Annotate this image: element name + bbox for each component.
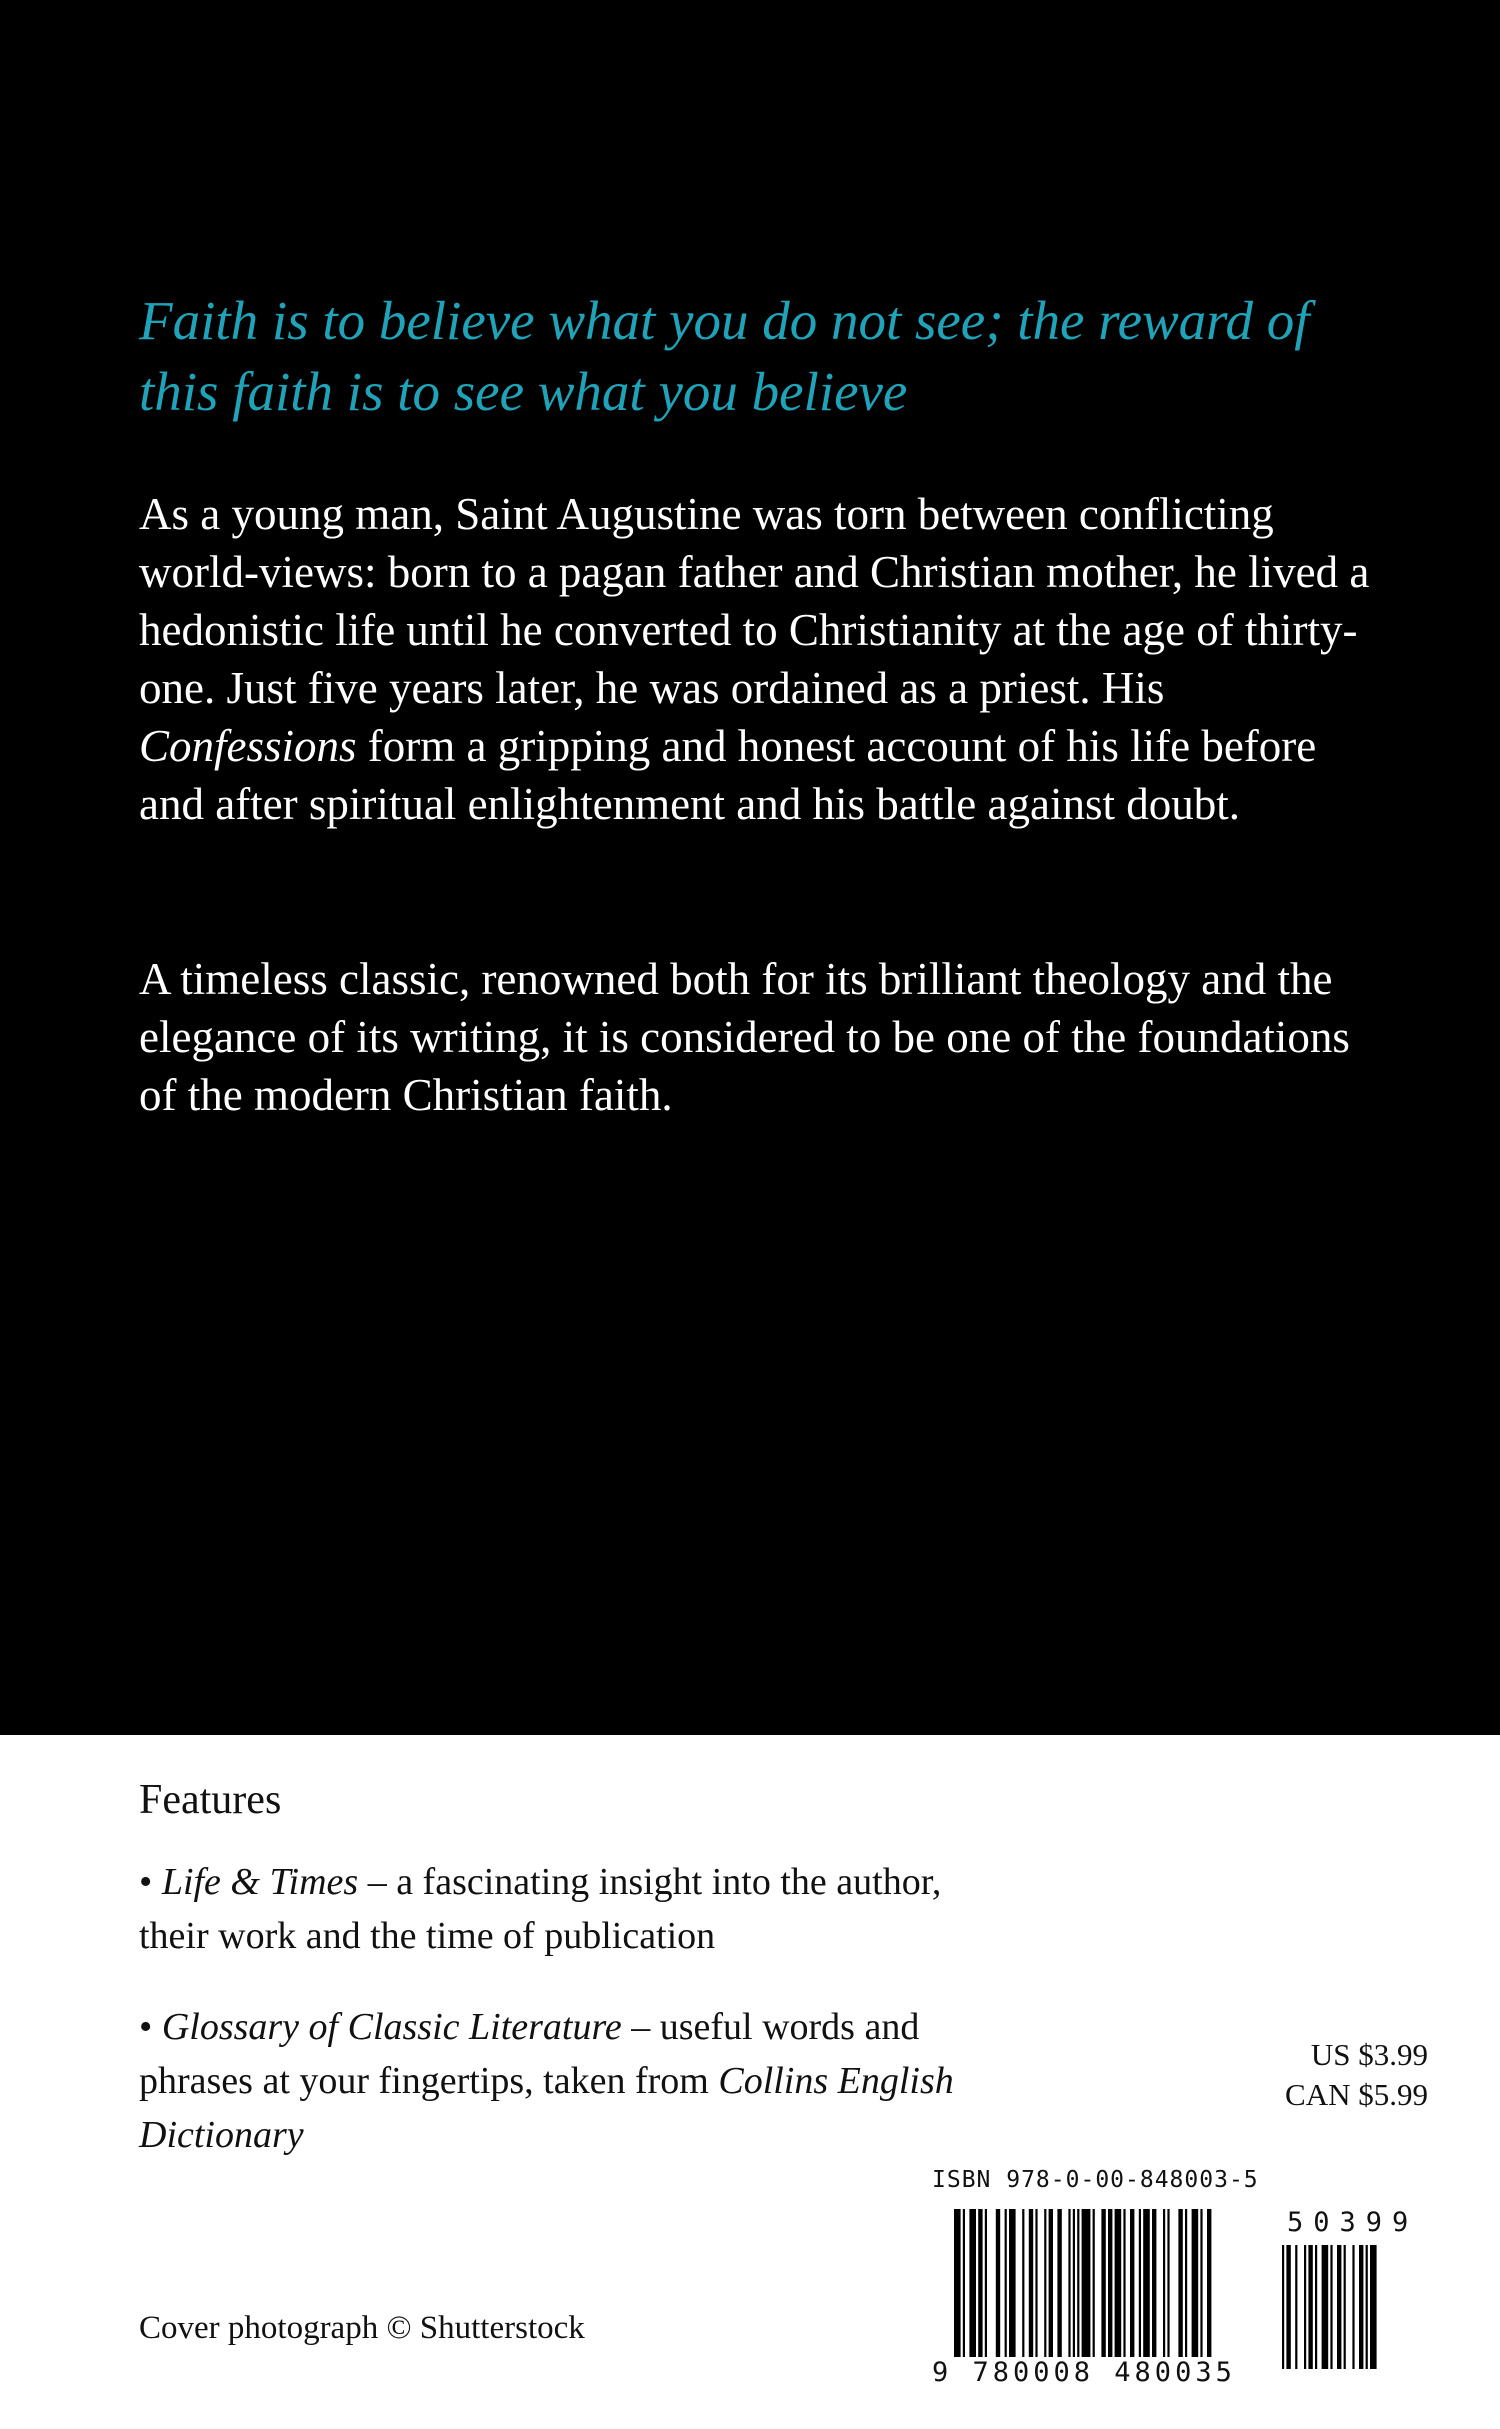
barcode-bar	[1049, 2209, 1053, 2357]
barcode-addon-bar	[1366, 2245, 1368, 2369]
price-can: CAN $5.99	[1285, 2077, 1428, 2112]
barcode-bar	[1139, 2209, 1141, 2357]
barcode-bar	[1123, 2209, 1125, 2357]
barcode-bar	[1035, 2209, 1037, 2357]
feature-name: Life & Times	[161, 1861, 359, 1903]
barcode-ean-digits: 9 780008 480035	[932, 2357, 1240, 2388]
barcode-bar	[1009, 2209, 1016, 2357]
barcode-addon-bar	[1337, 2245, 1341, 2369]
blurb-1-text-a: As a young man, Saint Augustine was torn between conflicting world-views: born to a pagan father and Christian mother, he lived a hedonistic life until he converted to Christianity at the age of thirty-one. Just five years later, he was ordained as a priest. His	[139, 489, 1370, 713]
barcode-addon-bar	[1359, 2245, 1363, 2369]
barcode-addon-bar	[1322, 2245, 1329, 2369]
barcode-addon-bar	[1286, 2245, 1290, 2369]
barcode-bar	[1101, 2209, 1105, 2357]
barcode-bar	[985, 2209, 987, 2357]
feature-item-glossary	[139, 2000, 989, 2162]
feature-name: Glossary of Classic Literature	[161, 2006, 622, 2048]
barcode-bar	[1044, 2209, 1046, 2357]
barcode-bar	[1108, 2209, 1112, 2357]
barcode-addon-bar	[1315, 2245, 1317, 2369]
barcode-bar	[978, 2209, 982, 2357]
cover-photo-credit: Cover photograph © Shutterstock	[139, 2310, 585, 2346]
barcode-addon-digits: 50399	[1287, 2207, 1419, 2238]
blurb-paragraph-1	[139, 485, 1389, 833]
barcode-bar	[1077, 2209, 1079, 2357]
blurb-paragraph-2: A timeless classic, renowned both for its brilliant theology and the elegance of its writing, it is considered to be one of the foundations of the modern Christian faith.	[139, 954, 1350, 1120]
isbn-label: ISBN 978-0-00-848003-5	[932, 2167, 1259, 2193]
barcode-bar	[1143, 2209, 1150, 2357]
barcode-bar	[1200, 2209, 1202, 2369]
barcode-bar	[1163, 2209, 1165, 2357]
book-title-italic: Confessions	[139, 721, 357, 771]
barcode-bar	[1115, 2209, 1122, 2357]
pull-quote: Faith is to believe what you do not see; the reward of this faith is to see what you believe	[139, 290, 1310, 422]
barcode-bar	[1068, 2209, 1070, 2357]
price-us: US $3.99	[1310, 2037, 1428, 2072]
barcode-bar	[1178, 2209, 1182, 2357]
barcode-addon-bar	[1282, 2245, 1284, 2369]
barcode-bar	[954, 2209, 961, 2369]
barcode-bar	[996, 2209, 1000, 2357]
feature-source: Collins English Dictionary	[139, 2060, 954, 2156]
barcode-addon-bar	[1344, 2245, 1346, 2369]
bullet: •	[139, 2006, 162, 2048]
barcode-bar	[1082, 2209, 1091, 2357]
feature-description: – a fascinating insight into the author, their work and the time of publication	[139, 1861, 942, 1957]
feature-item-life-and-times	[139, 1855, 989, 1963]
barcode-addon-bar	[1352, 2245, 1354, 2369]
feature-description: – useful words and phrases at your fingertips, taken from	[139, 2006, 920, 2102]
barcode-bar	[1022, 2209, 1024, 2357]
barcode-addon-bar	[1370, 2245, 1377, 2369]
barcode-bar	[963, 2209, 965, 2369]
barcode-bar	[1192, 2209, 1199, 2357]
barcode-bar	[1073, 2209, 1075, 2357]
price-block	[1285, 2035, 1428, 2115]
blurb-1-text-b: form a gripping and honest account of his life before and after spiritual enlightenment and his battle against doubt.	[139, 721, 1317, 829]
barcode-bar	[1057, 2209, 1061, 2357]
features-heading: Features	[139, 1777, 282, 1823]
barcode-block	[932, 2167, 1432, 2392]
barcode-bar	[1207, 2209, 1211, 2369]
barcode-bar	[1005, 2209, 1007, 2357]
barcode-addon-bar	[1330, 2245, 1332, 2369]
barcode-bar	[1093, 2209, 1095, 2357]
barcode-bar	[1185, 2209, 1187, 2357]
barcode-bar	[969, 2209, 976, 2357]
barcode-bar	[1029, 2209, 1033, 2357]
barcode-addon-bar	[1308, 2245, 1312, 2369]
barcode-bar	[1167, 2209, 1169, 2357]
barcode-bar	[1130, 2209, 1134, 2357]
barcode-addon-bar	[1295, 2245, 1297, 2369]
barcode-addon-bar	[1304, 2245, 1306, 2369]
barcode-bar	[1152, 2209, 1156, 2357]
back-cover-light-panel	[0, 1735, 1500, 2429]
bullet: •	[139, 1861, 162, 1903]
